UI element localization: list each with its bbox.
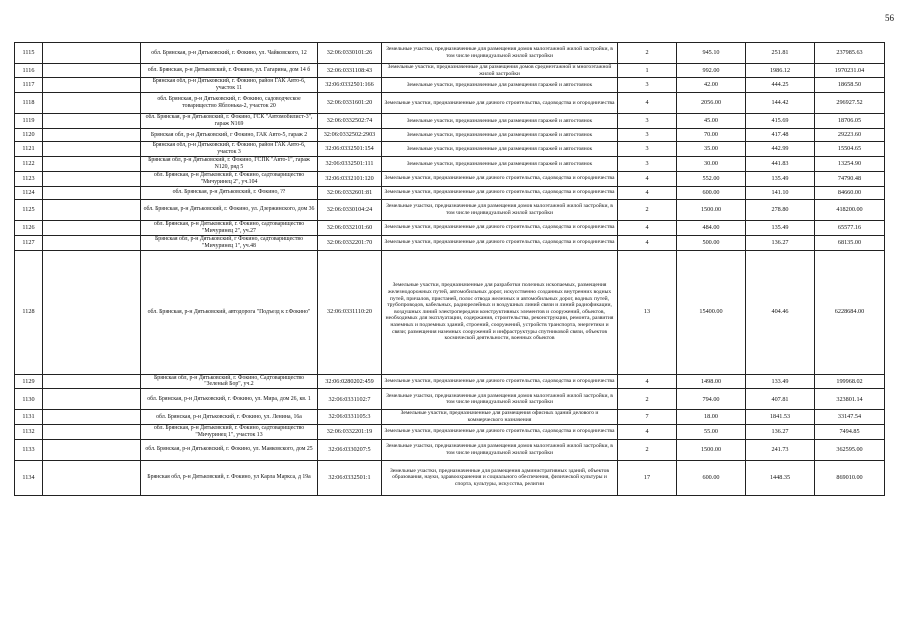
cell-specific-value: 136.27 xyxy=(746,235,815,250)
table-row xyxy=(15,186,885,199)
cell-permitted-use: Земельные участки, предназначенные для размещения домов малоэтажной жилой застройки, в том числе индивидуальной жилой застройки xyxy=(382,439,618,460)
cell-permitted-use: Земельные участки, предназначенные для дачного строительства, садоводства и огородничества xyxy=(382,93,618,114)
cell-cadastral-value: 869010.00 xyxy=(815,460,885,495)
cell-permitted-use: Земельные участки, предназначенные для дачного строительства, садоводства и огородничества xyxy=(382,235,618,250)
cell-group: 2 xyxy=(618,389,677,410)
cell-cadastral-value: 7494.85 xyxy=(815,424,885,439)
cell-address: обл. Брянская, р-н Дятьковский, г. Фокино, ул. Чайковского, 12 xyxy=(141,43,318,64)
cell-group: 2 xyxy=(618,439,677,460)
cell-specific-value: 444.25 xyxy=(746,78,815,93)
table-row xyxy=(15,142,885,157)
table-row xyxy=(15,374,885,389)
cell-spacer xyxy=(43,171,141,186)
cell-group: 3 xyxy=(618,78,677,93)
cell-cadastral-value: 18658.50 xyxy=(815,78,885,93)
cell-spacer xyxy=(43,114,141,129)
cell-spacer xyxy=(43,199,141,220)
cell-specific-value: 442.99 xyxy=(746,142,815,157)
cell-cadastral-number: 32:06:0332601:81 xyxy=(318,186,382,199)
cell-group: 1 xyxy=(618,64,677,78)
cadastral-value-table xyxy=(14,42,885,496)
cell-permitted-use: Земельные участки, предназначенные для размещения домов малоэтажной жилой застройки, в том числе индивидуальной жилой застройки xyxy=(382,199,618,220)
cell-address: Брянская обл, р-н Дятьковский, г Фокино, садтоварищество "Мичуринец 1", уч.48 xyxy=(141,235,318,250)
cell-permitted-use: Земельные участки, предназначенные для разработки полезных ископаемых, размещения железнодорожных путей, автомобильных дорог, искусственно созданных внутренних водных путей, причалов, пристаней, полос отвода железных и автомобильных дорог, водных путей, трубопроводов, кабельных, радиорелейных и воздушных линий связи и линий радиофикации, воздушных линий электропередачи конструктивных элементов и сооружений, объектов, необходимых для эксплуатации, содержания, строительства, реконструкции, ремонта, развития наземных и подземных зданий, строений, сооружений, устройств транспорта, энергетики и связи; размещения наземных сооружений и инфраструктуры спутниковой связи, объектов космической деятельности, военных объектов xyxy=(382,250,618,374)
cell-row-number: 1130 xyxy=(15,389,43,410)
cell-area: 35.00 xyxy=(677,142,746,157)
table-row xyxy=(15,250,885,374)
cell-group: 3 xyxy=(618,114,677,129)
cell-group: 7 xyxy=(618,410,677,424)
cell-group: 4 xyxy=(618,93,677,114)
cell-row-number: 1121 xyxy=(15,142,43,157)
cell-cadastral-value: 199968.02 xyxy=(815,374,885,389)
cell-cadastral-number: 32:06:0332502:74 xyxy=(318,114,382,129)
cell-group: 4 xyxy=(618,374,677,389)
cell-area: 55.00 xyxy=(677,424,746,439)
cell-group: 17 xyxy=(618,460,677,495)
table-row xyxy=(15,460,885,495)
cell-address: Брянская обл, р-н Дятьковский, г Фокино, ГАК Авто-5, гараж 2 xyxy=(141,129,318,142)
cell-spacer xyxy=(43,424,141,439)
cell-cadastral-number: 32:06:0332201:70 xyxy=(318,235,382,250)
cell-address: обл. Брянская, р-н Дятьковский, г. Фокино, садтоварищество "Мичуринец 1", участок 13 xyxy=(141,424,318,439)
cell-cadastral-value: 15504.65 xyxy=(815,142,885,157)
cell-area: 600.00 xyxy=(677,186,746,199)
cell-row-number: 1118 xyxy=(15,93,43,114)
cell-row-number: 1132 xyxy=(15,424,43,439)
cell-cadastral-value: 68135.00 xyxy=(815,235,885,250)
cell-cadastral-number: 32:06:0332101:120 xyxy=(318,171,382,186)
cell-spacer xyxy=(43,78,141,93)
cell-specific-value: 1448.35 xyxy=(746,460,815,495)
cell-area: 992.00 xyxy=(677,64,746,78)
cell-cadastral-value: 65577.16 xyxy=(815,220,885,235)
table-row xyxy=(15,93,885,114)
cell-address: обл. Брянская, р-н Дятьковский, г. Фокино, ГСК "Автомобилист-3", гараж N169 xyxy=(141,114,318,129)
cell-spacer xyxy=(43,156,141,171)
cell-specific-value: 441.83 xyxy=(746,156,815,171)
cell-area: 18.00 xyxy=(677,410,746,424)
cell-address: Брянская обл, р-н Дятьковский, г. Фокино, Садтоварищество "Зеленый Бор", уч.2 xyxy=(141,374,318,389)
cell-area: 484.00 xyxy=(677,220,746,235)
cell-cadastral-value: 33147.54 xyxy=(815,410,885,424)
cell-specific-value: 1841.53 xyxy=(746,410,815,424)
cell-cadastral-number: 32:06:0332101:60 xyxy=(318,220,382,235)
cell-group: 2 xyxy=(618,43,677,64)
cell-row-number: 1128 xyxy=(15,250,43,374)
cell-row-number: 1120 xyxy=(15,129,43,142)
table-row xyxy=(15,199,885,220)
cell-spacer xyxy=(43,410,141,424)
cell-address: обл. Брянская, р-н Дятьковский, автодорога "Подъезд к г.Фокино" xyxy=(141,250,318,374)
cell-permitted-use: Земельные участки, предназначенные для размещения гаражей и автостоянок xyxy=(382,114,618,129)
cell-specific-value: 417.48 xyxy=(746,129,815,142)
cell-cadastral-number: 32:06:0330207:5 xyxy=(318,439,382,460)
cell-address: Брянская обл, р-н Дятьковский, г. Фокино, район ГАК Авто-6, участок 11 xyxy=(141,78,318,93)
cell-row-number: 1124 xyxy=(15,186,43,199)
cell-specific-value: 1986.12 xyxy=(746,64,815,78)
cell-permitted-use: Земельные участки, предназначенные для размещения административных зданий, объектов образования, науки, здравоохранения и социального обеспечения, физической культуры и спорта, культуры, искусства, религии xyxy=(382,460,618,495)
cell-row-number: 1115 xyxy=(15,43,43,64)
table-row xyxy=(15,235,885,250)
cell-permitted-use: Земельные участки, предназначенные для дачного строительства, садоводства и огородничества xyxy=(382,424,618,439)
cell-permitted-use: Земельные участки, предназначенные для размещения офисных зданий делового и коммерческого назначения xyxy=(382,410,618,424)
cell-spacer xyxy=(43,220,141,235)
cell-address: обл. Брянская, р-н Дятьковский, г. Фокино, ул. Дзержинского, дом 36 xyxy=(141,199,318,220)
cell-cadastral-value: 237985.63 xyxy=(815,43,885,64)
table-row xyxy=(15,410,885,424)
cell-specific-value: 278.80 xyxy=(746,199,815,220)
cell-address: обл. Брянская, р-н Дятьковский, г. Фокино, садтоварищество "Мичуринец 2", уч.104 xyxy=(141,171,318,186)
cell-area: 500.00 xyxy=(677,235,746,250)
cell-cadastral-number: 32:06:0331105:3 xyxy=(318,410,382,424)
cell-spacer xyxy=(43,93,141,114)
cell-permitted-use: Земельные участки, предназначенные для размещения домов малоэтажной жилой застройки, в том числе индивидуальной жилой застройки xyxy=(382,389,618,410)
cell-cadastral-value: 296927.52 xyxy=(815,93,885,114)
cell-specific-value: 135.49 xyxy=(746,220,815,235)
cell-cadastral-value: 323801.14 xyxy=(815,389,885,410)
cell-cadastral-number: 32:06:0332501:166 xyxy=(318,78,382,93)
cell-cadastral-number: 32:06:0332501:111 xyxy=(318,156,382,171)
cell-permitted-use: Земельные участки, предназначенные для дачного строительства, садоводства и огородничества xyxy=(382,220,618,235)
cell-area: 70.00 xyxy=(677,129,746,142)
cell-cadastral-value: 18706.05 xyxy=(815,114,885,129)
cell-address: обл. Брянская, р-н Дятьковский, г. Фокино, ул. Мира, дом 26, кв. 1 xyxy=(141,389,318,410)
table-body xyxy=(15,43,885,496)
cell-spacer xyxy=(43,250,141,374)
cell-cadastral-number: 32:06:0331102:7 xyxy=(318,389,382,410)
cell-area: 45.00 xyxy=(677,114,746,129)
cell-area: 2056.00 xyxy=(677,93,746,114)
cell-specific-value: 136.27 xyxy=(746,424,815,439)
table-row xyxy=(15,389,885,410)
cell-area: 600.00 xyxy=(677,460,746,495)
cell-cadastral-number: 32:06:0280202:459 xyxy=(318,374,382,389)
cell-cadastral-value: 13254.90 xyxy=(815,156,885,171)
table-row xyxy=(15,114,885,129)
cell-cadastral-value: 84660.00 xyxy=(815,186,885,199)
cell-cadastral-value: 362595.00 xyxy=(815,439,885,460)
cell-spacer xyxy=(43,389,141,410)
cell-address: обл. Брянская, р-н Дятьковский, г. Фокино, садтоварищество "Мичуринец 2", уч.27 xyxy=(141,220,318,235)
cell-group: 4 xyxy=(618,235,677,250)
table-row xyxy=(15,64,885,78)
cell-area: 1500.00 xyxy=(677,439,746,460)
cell-row-number: 1123 xyxy=(15,171,43,186)
cell-address: обл. Брянская, р-н Дятьковский, г. Фокино, ул. Ленина, 16а xyxy=(141,410,318,424)
cell-spacer xyxy=(43,186,141,199)
cell-cadastral-number: 32:06:0332501:154 xyxy=(318,142,382,157)
cell-specific-value: 407.81 xyxy=(746,389,815,410)
cell-row-number: 1117 xyxy=(15,78,43,93)
cell-area: 1500.00 xyxy=(677,199,746,220)
cell-address: Брянская обл, р-н Дятьковский, г. Фокино, ул Карла Маркса, д 19а xyxy=(141,460,318,495)
cell-spacer xyxy=(43,64,141,78)
cell-specific-value: 144.42 xyxy=(746,93,815,114)
cell-group: 4 xyxy=(618,171,677,186)
cell-area: 42.00 xyxy=(677,78,746,93)
cell-specific-value: 404.46 xyxy=(746,250,815,374)
cell-address: Брянская обл, р-н Дятьковский, г. Фокино, район ГАК Авто-6, участок 3 xyxy=(141,142,318,157)
cell-permitted-use: Земельные участки, предназначенные для дачного строительства, садоводства и огородничества xyxy=(382,186,618,199)
cell-area: 15400.00 xyxy=(677,250,746,374)
cell-cadastral-value: 6228684.00 xyxy=(815,250,885,374)
table-row xyxy=(15,129,885,142)
cell-spacer xyxy=(43,142,141,157)
cell-cadastral-number: 32:06:0330101:26 xyxy=(318,43,382,64)
cell-cadastral-number: 32:06:0332502:2903 xyxy=(318,129,382,142)
cell-group: 13 xyxy=(618,250,677,374)
cell-group: 3 xyxy=(618,156,677,171)
cell-cadastral-number: 32:06:0332201:19 xyxy=(318,424,382,439)
cell-specific-value: 241.73 xyxy=(746,439,815,460)
cell-spacer xyxy=(43,439,141,460)
cell-address: обл. Брянская, р-н Дятьковский, г. Фокино, ул. Маяковского, дом 25 xyxy=(141,439,318,460)
cell-permitted-use: Земельные участки, предназначенные для размещения гаражей и автостоянок xyxy=(382,156,618,171)
table-row xyxy=(15,171,885,186)
cell-address: обл. Брянская, р-н Дятьковский, г. Фокино, ул. Гагарина, дом 14 б xyxy=(141,64,318,78)
table-row xyxy=(15,220,885,235)
cell-address: Брянская обл, р-н Дятьковский, г. Фокино, ГСПК "Авто-1", гараж N120, ряд 5 xyxy=(141,156,318,171)
cell-row-number: 1125 xyxy=(15,199,43,220)
table-row xyxy=(15,424,885,439)
cell-group: 3 xyxy=(618,129,677,142)
cell-area: 1498.00 xyxy=(677,374,746,389)
cell-row-number: 1134 xyxy=(15,460,43,495)
cell-cadastral-value: 29223.60 xyxy=(815,129,885,142)
cell-row-number: 1133 xyxy=(15,439,43,460)
page-number: 56 xyxy=(885,13,894,23)
cell-group: 3 xyxy=(618,142,677,157)
cell-specific-value: 415.69 xyxy=(746,114,815,129)
cell-area: 794.00 xyxy=(677,389,746,410)
cell-cadastral-number: 32:06:0331110:20 xyxy=(318,250,382,374)
cell-permitted-use: Земельные участки, предназначенные для размещения домов малоэтажной жилой застройки, в том числе индивидуальной жилой застройки xyxy=(382,43,618,64)
cell-specific-value: 251.81 xyxy=(746,43,815,64)
cell-row-number: 1119 xyxy=(15,114,43,129)
cell-cadastral-number: 32:06:0331601:20 xyxy=(318,93,382,114)
table-row xyxy=(15,439,885,460)
cell-spacer xyxy=(43,374,141,389)
cell-group: 4 xyxy=(618,424,677,439)
table-row xyxy=(15,78,885,93)
cell-permitted-use: Земельные участки, предназначенные для размещения гаражей и автостоянок xyxy=(382,78,618,93)
cell-permitted-use: Земельные участки, предназначенные для размещения гаражей и автостоянок xyxy=(382,129,618,142)
cell-row-number: 1116 xyxy=(15,64,43,78)
cell-specific-value: 133.49 xyxy=(746,374,815,389)
cell-spacer xyxy=(43,43,141,64)
cell-cadastral-number: 32:06:0330104:24 xyxy=(318,199,382,220)
cell-group: 4 xyxy=(618,220,677,235)
cell-spacer xyxy=(43,235,141,250)
cell-area: 552.00 xyxy=(677,171,746,186)
cell-specific-value: 135.49 xyxy=(746,171,815,186)
cell-permitted-use: Земельные участки, предназначенные для дачного строительства, садоводства и огородничества xyxy=(382,171,618,186)
cell-row-number: 1127 xyxy=(15,235,43,250)
cell-address: обл. Брянская, р-н Дятьковский, г. Фокино, садоводческое товарищество Яблонька-2, участок 20 xyxy=(141,93,318,114)
cell-specific-value: 141.10 xyxy=(746,186,815,199)
cell-address: обл. Брянская, р-н Дятьковский, г. Фокино, ?? xyxy=(141,186,318,199)
cell-spacer xyxy=(43,129,141,142)
cell-row-number: 1131 xyxy=(15,410,43,424)
cell-row-number: 1129 xyxy=(15,374,43,389)
cell-cadastral-value: 1970231.04 xyxy=(815,64,885,78)
cell-area: 945.10 xyxy=(677,43,746,64)
cell-permitted-use: Земельные участки, предназначенные для размещения гаражей и автостоянок xyxy=(382,142,618,157)
table-row xyxy=(15,43,885,64)
cell-cadastral-value: 418200.00 xyxy=(815,199,885,220)
cell-row-number: 1122 xyxy=(15,156,43,171)
cell-spacer xyxy=(43,460,141,495)
cell-cadastral-value: 74790.48 xyxy=(815,171,885,186)
cell-cadastral-number: 32:06:0331108:43 xyxy=(318,64,382,78)
cell-permitted-use: Земельные участки, предназначенные для дачного строительства, садоводства и огородничества xyxy=(382,374,618,389)
cell-group: 2 xyxy=(618,199,677,220)
cell-group: 4 xyxy=(618,186,677,199)
cell-row-number: 1126 xyxy=(15,220,43,235)
cell-area: 30.00 xyxy=(677,156,746,171)
table-row xyxy=(15,156,885,171)
cell-permitted-use: Земельные участки, предназначенные для размещения домов среднеэтажной и многоэтажной жилой застройки xyxy=(382,64,618,78)
cell-cadastral-number: 32:06:0332501:1 xyxy=(318,460,382,495)
